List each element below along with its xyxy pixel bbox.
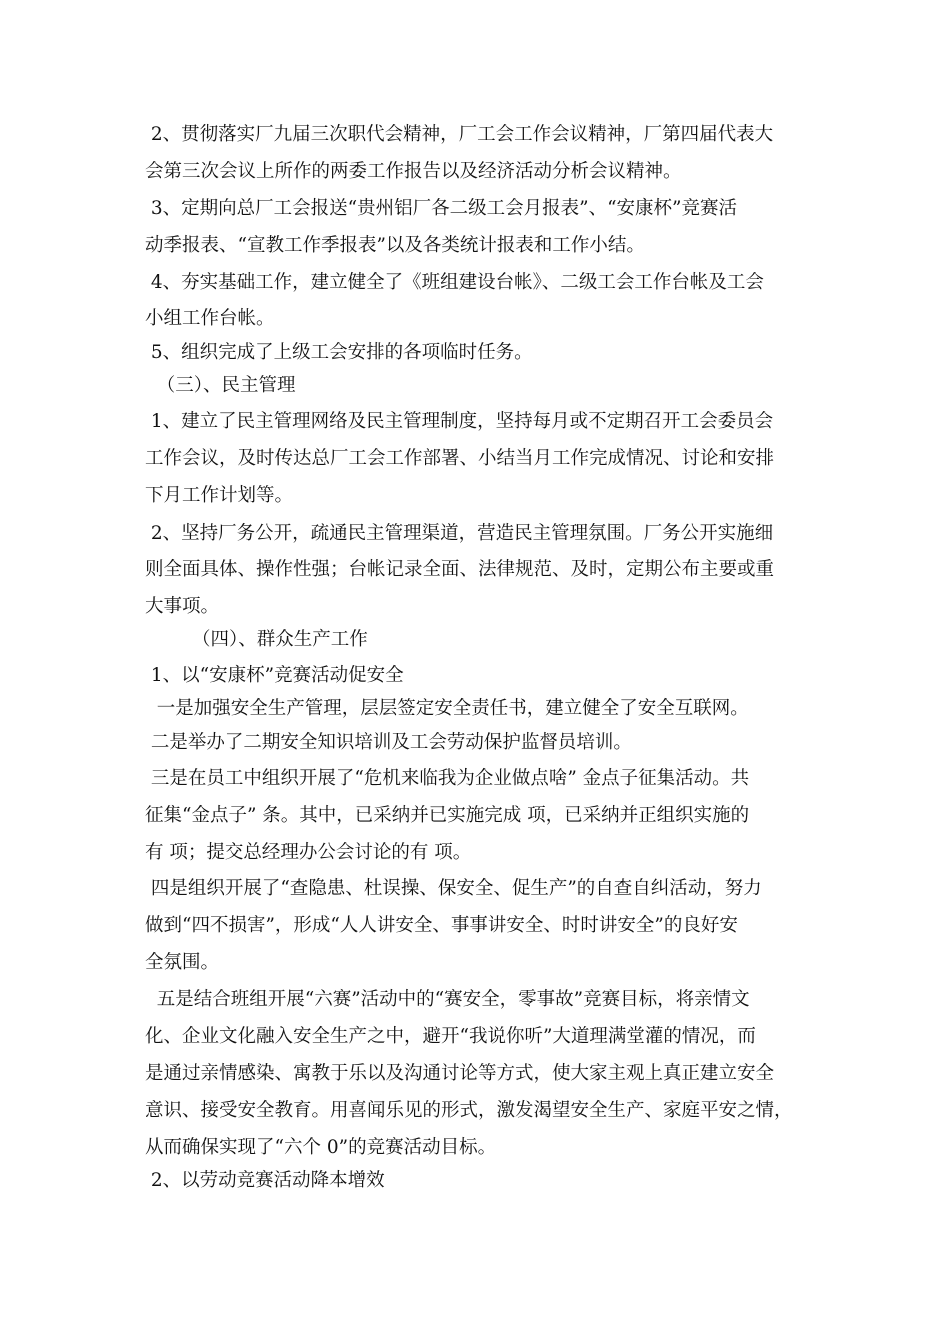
text-line: 是通过亲情感染、寓教于乐以及沟通讨论等方式，使大家主观上真正建立安全 (145, 1063, 775, 1084)
text-line: 5、组织完成了上级工会安排的各项临时任务。 (145, 342, 533, 363)
text-line: 工作会议，及时传达总厂工会工作部署、小结当月工作完成情况、讨论和安排 (145, 448, 775, 469)
text-line: 全氛围。 (145, 952, 220, 973)
text-line: 4、夯实基础工作，建立健全了《班组建设台帐》、二级工会工作台帐及工会 (145, 272, 764, 293)
text-line: 3、定期向总厂工会报送“贵州铝厂各二级工会月报表”、“安康杯”竞赛活 (145, 198, 737, 219)
text-line: 小组工作台帐。 (145, 308, 275, 329)
text-line: 则全面具体、操作性强；台帐记录全面、法律规范、及时，定期公布主要或重 (145, 559, 775, 580)
text-line: 有 项；提交总经理办公会讨论的有 项。 (145, 842, 472, 863)
text-line: 下月工作计划等。 (145, 485, 294, 506)
text-line: 动季报表、“宣教工作季报表”以及各类统计报表和工作小结。 (145, 235, 645, 256)
text-line: 一是加强安全生产管理，层层签定安全责任书，建立健全了安全互联网。 (145, 698, 749, 719)
text-line: 征集“金点子” 条。其中，已采纳并已实施完成 项，已采纳并正组织实施的 (145, 805, 750, 826)
text-line: 2、坚持厂务公开，疏通民主管理渠道，营造民主管理氛围。厂务公开实施细 (145, 523, 774, 544)
text-line: 三是在员工中组织开展了“危机来临我为企业做点啥” 金点子征集活动。共 (145, 768, 750, 789)
section-heading: （四）、群众生产工作 (145, 629, 368, 650)
text-line: 大事项。 (145, 596, 220, 617)
text-line: 化、企业文化融入安全生产之中，避开“我说你听”大道理满堂灌的情况，而 (145, 1026, 756, 1047)
section-heading: （三）、民主管理 (145, 375, 296, 396)
text-line: 二是举办了二期安全知识培训及工会劳动保护监督员培训。 (145, 732, 632, 753)
text-line: 从而确保实现了“六个 0”的竞赛活动目标。 (145, 1137, 497, 1158)
text-line: 2、以劳动竞赛活动降本增效 (145, 1170, 385, 1191)
text-line: 做到“四不损害”，形成“人人讲安全、事事讲安全、时时讲安全”的良好安 (145, 915, 738, 936)
text-line: 1、建立了民主管理网络及民主管理制度，坚持每月或不定期召开工会委员会 (145, 411, 774, 432)
text-line: 意识、接受安全教育。用喜闻乐见的形式，激发渴望安全生产、家庭平安之情， (145, 1100, 793, 1121)
text-line: 2、贯彻落实厂九届三次职代会精神，厂工会工作会议精神，厂第四届代表大 (145, 124, 774, 145)
text-line: 会第三次会议上所作的两委工作报告以及经济活动分析会议精神。 (145, 161, 682, 182)
text-line: 五是结合班组开展“六赛”活动中的“赛安全，零事故”竞赛目标，将亲情文 (145, 989, 750, 1010)
text-line: 1、以“安康杯”竞赛活动促安全 (145, 665, 404, 686)
text-line: 四是组织开展了“查隐患、杜误操、保安全、促生产”的自查自纠活动，努力 (145, 878, 762, 899)
